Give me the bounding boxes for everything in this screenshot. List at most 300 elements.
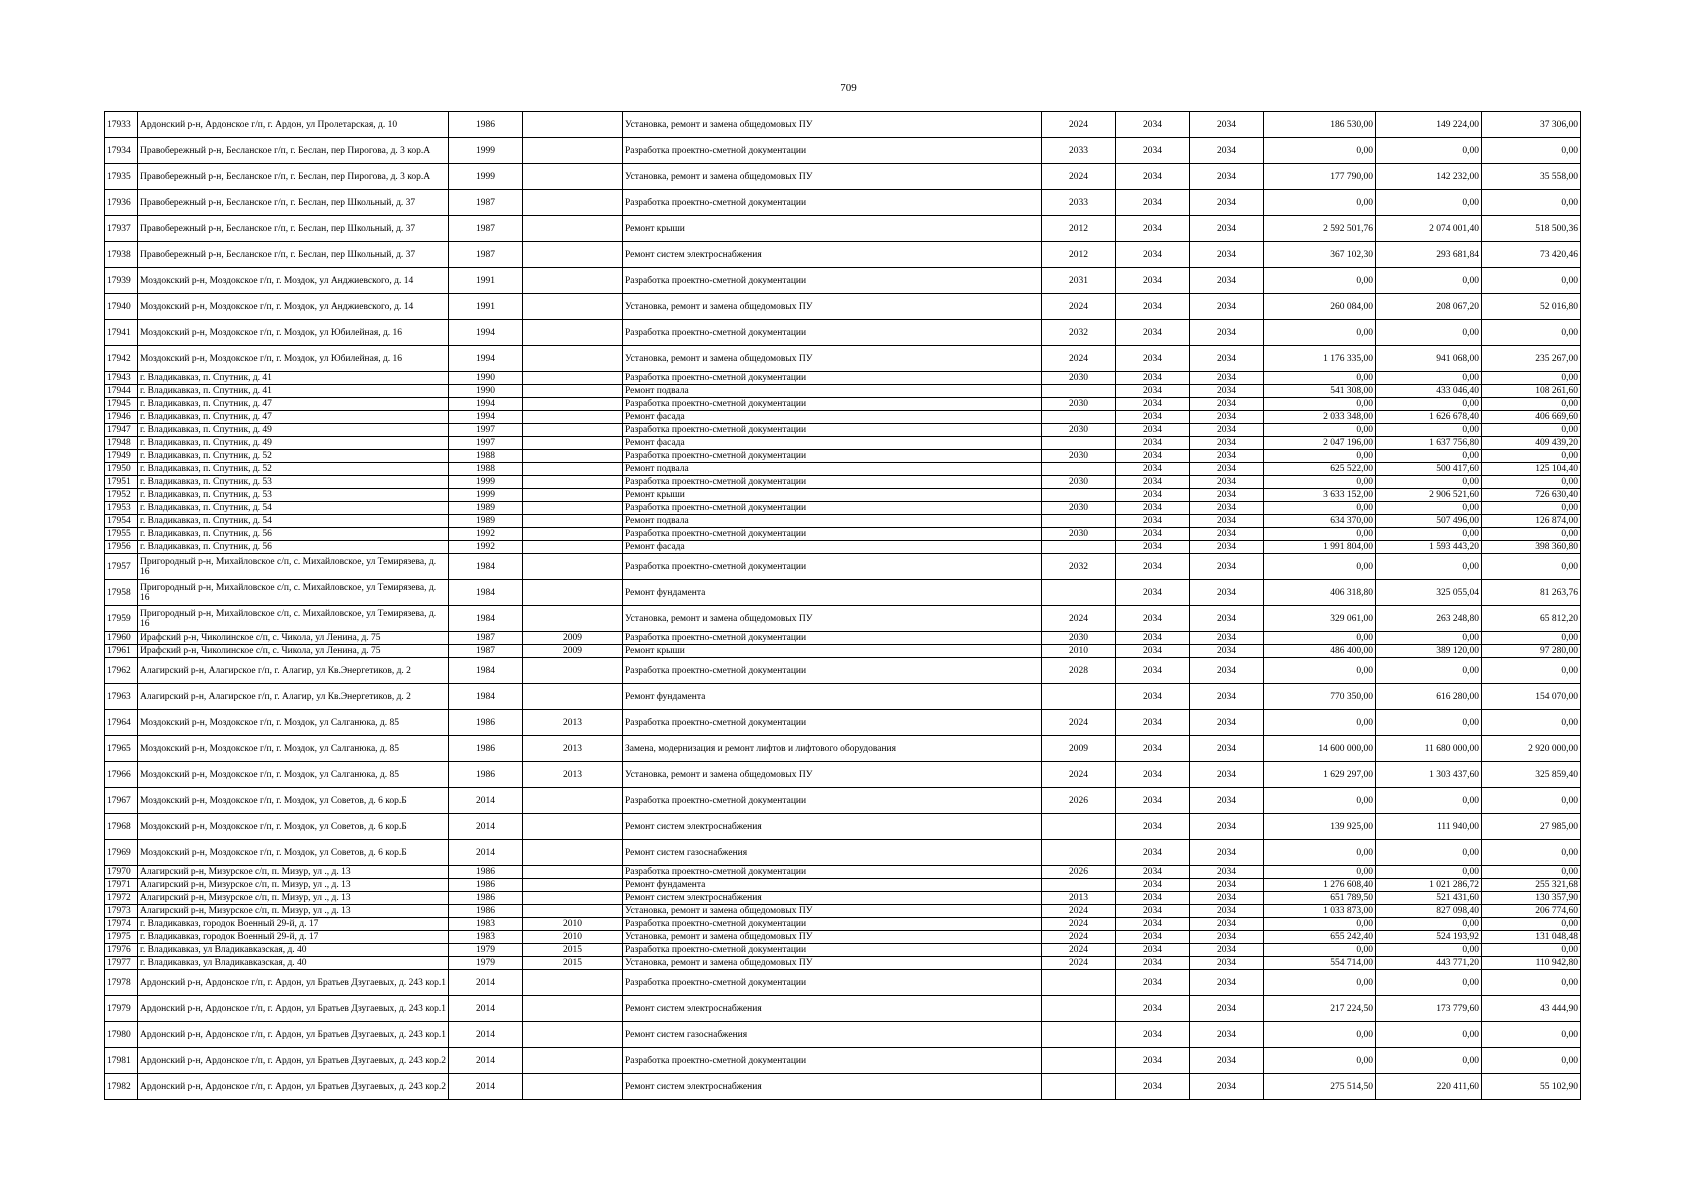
commissioning-year-cell: 1988: [449, 450, 523, 463]
work-type-cell: Разработка проектно-сметной документации: [623, 268, 1042, 294]
table-row: [105, 515, 1581, 528]
last-overhaul-year-cell: [523, 996, 623, 1022]
total-cost-cell: 0,00: [1264, 320, 1376, 346]
address-cell: [138, 879, 449, 892]
table-row: [105, 957, 1581, 970]
address-text: г. Владикавказ, городок Военный 29-й, д. 17: [140, 918, 319, 929]
period-start-cell: 2034: [1116, 931, 1190, 944]
owner-cost-cell: 154 070,00: [1482, 684, 1581, 710]
owner-cost-cell: 406 669,60: [1482, 411, 1581, 424]
address-text: Алагирский р-н, Алагирское г/п, г. Алагир, ул Кв.Энергетиков, д. 2: [140, 691, 411, 702]
fund-cost-cell: 220 411,60: [1376, 1074, 1482, 1100]
period-end-cell: 2034: [1190, 658, 1264, 684]
address-text: Ардонский р-н, Ардонское г/п, г. Ардон, ул Братьев Дзугаевых, д. 243 кор.1: [140, 1029, 446, 1040]
commissioning-year-cell: 1990: [449, 385, 523, 398]
period-start-cell: 2034: [1116, 112, 1190, 138]
work-type-cell: Ремонт подвала: [623, 515, 1042, 528]
last-overhaul-year-cell: [523, 866, 623, 879]
work-type-cell: Ремонт фасада: [623, 411, 1042, 424]
last-overhaul-year-cell: [523, 528, 623, 541]
address-text: г. Владикавказ, п. Спутник, д. 49: [140, 437, 272, 448]
table-row: [105, 970, 1581, 996]
period-start-cell: 2034: [1116, 164, 1190, 190]
total-cost-cell: 177 790,00: [1264, 164, 1376, 190]
period-start-cell: 2034: [1116, 216, 1190, 242]
period-start-cell: 2034: [1116, 736, 1190, 762]
planned-year-cell: 2024: [1042, 905, 1116, 918]
address-text: Ардонский р-н, Ардонское г/п, г. Ардон, ул Братьев Дзугаевых, д. 243 кор.1: [140, 1003, 446, 1014]
address-cell: [138, 970, 449, 996]
planned-year-cell: 2013: [1042, 892, 1116, 905]
planned-year-cell: [1042, 1022, 1116, 1048]
work-type-cell: Установка, ремонт и замена общедомовых ПУ: [623, 294, 1042, 320]
total-cost-cell: 554 714,00: [1264, 957, 1376, 970]
owner-cost-cell: 0,00: [1482, 918, 1581, 931]
period-end-cell: 2034: [1190, 918, 1264, 931]
last-overhaul-year-cell: [523, 658, 623, 684]
work-type-cell: Ремонт фундамента: [623, 879, 1042, 892]
total-cost-cell: 0,00: [1264, 502, 1376, 515]
table-row: [105, 1074, 1581, 1100]
row-number: 17960: [105, 632, 138, 645]
planned-year-cell: [1042, 437, 1116, 450]
row-number: 17980: [105, 1022, 138, 1048]
planned-year-cell: 2024: [1042, 762, 1116, 788]
address-text: г. Владикавказ, п. Спутник, д. 41: [140, 385, 272, 396]
address-cell: [138, 710, 449, 736]
fund-cost-cell: 0,00: [1376, 450, 1482, 463]
period-end-cell: 2034: [1190, 385, 1264, 398]
row-number: 17974: [105, 918, 138, 931]
planned-year-cell: [1042, 1074, 1116, 1100]
period-start-cell: 2034: [1116, 385, 1190, 398]
total-cost-cell: 139 925,00: [1264, 814, 1376, 840]
address-text: Правобережный р-н, Бесланское г/п, г. Беслан, пер Школьный, д. 37: [140, 197, 416, 208]
address-cell: [138, 892, 449, 905]
period-end-cell: 2034: [1190, 580, 1264, 606]
row-number: 17956: [105, 541, 138, 554]
commissioning-year-cell: 1999: [449, 138, 523, 164]
work-type-cell: Ремонт фасада: [623, 437, 1042, 450]
address-text: Пригородный р-н, Михайловское с/п, с. Михайловское, ул Темирязева, д. 16: [140, 556, 437, 577]
row-number: 17962: [105, 658, 138, 684]
row-number: 17950: [105, 463, 138, 476]
address-cell: [138, 502, 449, 515]
table-row: [105, 320, 1581, 346]
table-row: [105, 736, 1581, 762]
address-cell: [138, 164, 449, 190]
address-cell: [138, 684, 449, 710]
address-cell: [138, 489, 449, 502]
address-cell: [138, 1048, 449, 1074]
owner-cost-cell: 409 439,20: [1482, 437, 1581, 450]
fund-cost-cell: 0,00: [1376, 944, 1482, 957]
last-overhaul-year-cell: [523, 437, 623, 450]
address-text: Моздокский р-н, Моздокское г/п, г. Моздок, ул Салганюка, д. 85: [140, 743, 400, 754]
address-text: Ардонский р-н, Ардонское г/п, г. Ардон, ул Братьев Дзугаевых, д. 243 кор.1: [140, 977, 446, 988]
fund-cost-cell: 1 021 286,72: [1376, 879, 1482, 892]
row-number: 17951: [105, 476, 138, 489]
owner-cost-cell: 0,00: [1482, 788, 1581, 814]
row-number: 17958: [105, 580, 138, 606]
address-text: Моздокский р-н, Моздокское г/п, г. Моздок, ул Анджиевского, д. 14: [140, 301, 414, 312]
owner-cost-cell: 125 104,40: [1482, 463, 1581, 476]
work-type-cell: Ремонт систем электроснабжения: [623, 892, 1042, 905]
fund-cost-cell: 263 248,80: [1376, 606, 1482, 632]
planned-year-cell: [1042, 1048, 1116, 1074]
period-end-cell: 2034: [1190, 892, 1264, 905]
period-start-cell: 2034: [1116, 463, 1190, 476]
table-row: [105, 216, 1581, 242]
commissioning-year-cell: 2014: [449, 788, 523, 814]
last-overhaul-year-cell: [523, 515, 623, 528]
total-cost-cell: 0,00: [1264, 268, 1376, 294]
last-overhaul-year-cell: [523, 164, 623, 190]
owner-cost-cell: 52 016,80: [1482, 294, 1581, 320]
period-end-cell: 2034: [1190, 190, 1264, 216]
owner-cost-cell: 65 812,20: [1482, 606, 1581, 632]
fund-cost-cell: 173 779,60: [1376, 996, 1482, 1022]
work-type-cell: Установка, ремонт и замена общедомовых ПУ: [623, 957, 1042, 970]
address-cell: [138, 450, 449, 463]
owner-cost-cell: 0,00: [1482, 190, 1581, 216]
total-cost-cell: 0,00: [1264, 788, 1376, 814]
address-cell: [138, 112, 449, 138]
last-overhaul-year-cell: [523, 216, 623, 242]
address-text: г. Владикавказ, ул Владикавказская, д. 40: [140, 957, 307, 968]
row-number: 17936: [105, 190, 138, 216]
address-text: Моздокский р-н, Моздокское г/п, г. Моздок, ул Салганюка, д. 85: [140, 769, 400, 780]
owner-cost-cell: 0,00: [1482, 450, 1581, 463]
commissioning-year-cell: 1986: [449, 879, 523, 892]
period-end-cell: 2034: [1190, 710, 1264, 736]
total-cost-cell: 217 224,50: [1264, 996, 1376, 1022]
planned-year-cell: [1042, 385, 1116, 398]
total-cost-cell: 655 242,40: [1264, 931, 1376, 944]
row-number: 17935: [105, 164, 138, 190]
owner-cost-cell: 0,00: [1482, 320, 1581, 346]
fund-cost-cell: 11 680 000,00: [1376, 736, 1482, 762]
work-type-cell: Ремонт крыши: [623, 645, 1042, 658]
period-start-cell: 2034: [1116, 892, 1190, 905]
address-cell: [138, 515, 449, 528]
last-overhaul-year-cell: 2013: [523, 710, 623, 736]
planned-year-cell: 2024: [1042, 606, 1116, 632]
owner-cost-cell: 0,00: [1482, 554, 1581, 580]
owner-cost-cell: 43 444,90: [1482, 996, 1581, 1022]
fund-cost-cell: 0,00: [1376, 658, 1482, 684]
address-cell: [138, 476, 449, 489]
period-end-cell: 2034: [1190, 489, 1264, 502]
address-text: Правобережный р-н, Бесланское г/п, г. Беслан, пер Школьный, д. 37: [140, 223, 416, 234]
address-text: Моздокский р-н, Моздокское г/п, г. Моздок, ул Салганюка, д. 85: [140, 717, 400, 728]
fund-cost-cell: 1 303 437,60: [1376, 762, 1482, 788]
work-type-cell: Разработка проектно-сметной документации: [623, 1048, 1042, 1074]
address-text: г. Владикавказ, п. Спутник, д. 52: [140, 450, 272, 461]
total-cost-cell: 0,00: [1264, 944, 1376, 957]
planned-year-cell: 2012: [1042, 216, 1116, 242]
total-cost-cell: 329 061,00: [1264, 606, 1376, 632]
last-overhaul-year-cell: [523, 398, 623, 411]
fund-cost-cell: 521 431,60: [1376, 892, 1482, 905]
row-number: 17957: [105, 554, 138, 580]
total-cost-cell: 14 600 000,00: [1264, 736, 1376, 762]
planned-year-cell: 2030: [1042, 502, 1116, 515]
period-end-cell: 2034: [1190, 879, 1264, 892]
address-cell: [138, 463, 449, 476]
commissioning-year-cell: 1983: [449, 931, 523, 944]
period-end-cell: 2034: [1190, 1074, 1264, 1100]
commissioning-year-cell: 1988: [449, 463, 523, 476]
period-end-cell: 2034: [1190, 346, 1264, 372]
fund-cost-cell: 0,00: [1376, 476, 1482, 489]
row-number: 17937: [105, 216, 138, 242]
address-cell: [138, 190, 449, 216]
row-number: 17952: [105, 489, 138, 502]
row-number: 17948: [105, 437, 138, 450]
planned-year-cell: 2012: [1042, 242, 1116, 268]
last-overhaul-year-cell: [523, 138, 623, 164]
address-text: Моздокский р-н, Моздокское г/п, г. Моздок, ул Юбилейная, д. 16: [140, 353, 403, 364]
period-start-cell: 2034: [1116, 398, 1190, 411]
last-overhaul-year-cell: 2015: [523, 957, 623, 970]
address-cell: [138, 1022, 449, 1048]
table-row: [105, 528, 1581, 541]
commissioning-year-cell: 2014: [449, 996, 523, 1022]
address-cell: [138, 216, 449, 242]
work-type-cell: Установка, ремонт и замена общедомовых ПУ: [623, 931, 1042, 944]
fund-cost-cell: 142 232,00: [1376, 164, 1482, 190]
total-cost-cell: 0,00: [1264, 554, 1376, 580]
total-cost-cell: 1 276 608,40: [1264, 879, 1376, 892]
address-text: г. Владикавказ, п. Спутник, д. 41: [140, 372, 272, 383]
period-start-cell: 2034: [1116, 645, 1190, 658]
period-end-cell: 2034: [1190, 138, 1264, 164]
period-end-cell: 2034: [1190, 320, 1264, 346]
fund-cost-cell: 208 067,20: [1376, 294, 1482, 320]
period-end-cell: 2034: [1190, 515, 1264, 528]
address-text: Моздокский р-н, Моздокское г/п, г. Моздок, ул Анджиевского, д. 14: [140, 275, 414, 286]
owner-cost-cell: 0,00: [1482, 476, 1581, 489]
row-number: 17945: [105, 398, 138, 411]
period-start-cell: 2034: [1116, 814, 1190, 840]
period-start-cell: 2034: [1116, 905, 1190, 918]
row-number: 17975: [105, 931, 138, 944]
address-cell: [138, 918, 449, 931]
address-text: Правобережный р-н, Бесланское г/п, г. Беслан, пер Пирогова, д. 3 кор.А: [140, 171, 431, 182]
owner-cost-cell: 0,00: [1482, 710, 1581, 736]
address-text: г. Владикавказ, п. Спутник, д. 54: [140, 502, 272, 513]
total-cost-cell: 3 633 152,00: [1264, 489, 1376, 502]
last-overhaul-year-cell: 2010: [523, 931, 623, 944]
owner-cost-cell: 0,00: [1482, 1022, 1581, 1048]
total-cost-cell: 0,00: [1264, 138, 1376, 164]
address-text: Ирафский р-н, Чиколинское с/п, с. Чикола, ул Ленина, д. 75: [140, 645, 381, 656]
period-start-cell: 2034: [1116, 918, 1190, 931]
commissioning-year-cell: 1984: [449, 684, 523, 710]
period-start-cell: 2034: [1116, 502, 1190, 515]
address-cell: [138, 866, 449, 879]
total-cost-cell: 186 530,00: [1264, 112, 1376, 138]
fund-cost-cell: 0,00: [1376, 398, 1482, 411]
row-number: 17963: [105, 684, 138, 710]
last-overhaul-year-cell: [523, 424, 623, 437]
last-overhaul-year-cell: [523, 1074, 623, 1100]
period-end-cell: 2034: [1190, 944, 1264, 957]
work-type-cell: Ремонт подвала: [623, 463, 1042, 476]
total-cost-cell: 0,00: [1264, 840, 1376, 866]
owner-cost-cell: 55 102,90: [1482, 1074, 1581, 1100]
period-start-cell: 2034: [1116, 242, 1190, 268]
owner-cost-cell: 0,00: [1482, 502, 1581, 515]
owner-cost-cell: 0,00: [1482, 528, 1581, 541]
total-cost-cell: 0,00: [1264, 190, 1376, 216]
work-type-cell: Ремонт фундамента: [623, 684, 1042, 710]
period-start-cell: 2034: [1116, 346, 1190, 372]
work-type-cell: Разработка проектно-сметной документации: [623, 320, 1042, 346]
table-row: [105, 658, 1581, 684]
last-overhaul-year-cell: [523, 1022, 623, 1048]
commissioning-year-cell: 2014: [449, 1048, 523, 1074]
fund-cost-cell: 2 074 001,40: [1376, 216, 1482, 242]
planned-year-cell: 2030: [1042, 424, 1116, 437]
address-cell: [138, 242, 449, 268]
table-row: [105, 268, 1581, 294]
commissioning-year-cell: 1986: [449, 762, 523, 788]
planned-year-cell: 2032: [1042, 554, 1116, 580]
fund-cost-cell: 2 906 521,60: [1376, 489, 1482, 502]
period-start-cell: 2034: [1116, 788, 1190, 814]
row-number: 17949: [105, 450, 138, 463]
address-cell: [138, 554, 449, 580]
row-number: 17947: [105, 424, 138, 437]
commissioning-year-cell: 1979: [449, 944, 523, 957]
period-start-cell: 2034: [1116, 866, 1190, 879]
commissioning-year-cell: 2014: [449, 970, 523, 996]
work-type-cell: Разработка проектно-сметной документации: [623, 190, 1042, 216]
owner-cost-cell: 0,00: [1482, 1048, 1581, 1074]
work-type-cell: Ремонт фундамента: [623, 580, 1042, 606]
commissioning-year-cell: 1986: [449, 710, 523, 736]
address-cell: [138, 580, 449, 606]
planned-year-cell: 2024: [1042, 112, 1116, 138]
total-cost-cell: 275 514,50: [1264, 1074, 1376, 1100]
last-overhaul-year-cell: [523, 242, 623, 268]
commissioning-year-cell: 1994: [449, 346, 523, 372]
last-overhaul-year-cell: [523, 320, 623, 346]
commissioning-year-cell: 1994: [449, 411, 523, 424]
total-cost-cell: 0,00: [1264, 632, 1376, 645]
last-overhaul-year-cell: 2010: [523, 918, 623, 931]
table-row: [105, 918, 1581, 931]
address-cell: [138, 814, 449, 840]
row-number: 17961: [105, 645, 138, 658]
table-row: [105, 996, 1581, 1022]
address-cell: [138, 138, 449, 164]
planned-year-cell: 2024: [1042, 957, 1116, 970]
total-cost-cell: 2 592 501,76: [1264, 216, 1376, 242]
address-text: Правобережный р-н, Бесланское г/п, г. Беслан, пер Школьный, д. 37: [140, 249, 416, 260]
row-number: 17939: [105, 268, 138, 294]
period-end-cell: 2034: [1190, 606, 1264, 632]
commissioning-year-cell: 2014: [449, 840, 523, 866]
total-cost-cell: 406 318,80: [1264, 580, 1376, 606]
table-row: [105, 892, 1581, 905]
address-cell: [138, 658, 449, 684]
table-row: [105, 632, 1581, 645]
fund-cost-cell: 0,00: [1376, 502, 1482, 515]
period-start-cell: 2034: [1116, 684, 1190, 710]
period-end-cell: 2034: [1190, 294, 1264, 320]
last-overhaul-year-cell: [523, 190, 623, 216]
table-row: [105, 489, 1581, 502]
fund-cost-cell: 443 771,20: [1376, 957, 1482, 970]
total-cost-cell: 634 370,00: [1264, 515, 1376, 528]
period-end-cell: 2034: [1190, 996, 1264, 1022]
planned-year-cell: 2024: [1042, 931, 1116, 944]
fund-cost-cell: 293 681,84: [1376, 242, 1482, 268]
address-text: Ирафский р-н, Чиколинское с/п, с. Чикола, ул Ленина, д. 75: [140, 632, 381, 643]
address-text: Алагирский р-н, Мизурское с/п, п. Мизур, ул ., д. 13: [140, 879, 351, 890]
fund-cost-cell: 0,00: [1376, 268, 1482, 294]
period-end-cell: 2034: [1190, 762, 1264, 788]
planned-year-cell: [1042, 515, 1116, 528]
table-row: [105, 840, 1581, 866]
work-type-cell: Ремонт крыши: [623, 489, 1042, 502]
owner-cost-cell: 0,00: [1482, 944, 1581, 957]
planned-year-cell: 2024: [1042, 346, 1116, 372]
period-end-cell: 2034: [1190, 970, 1264, 996]
last-overhaul-year-cell: [523, 1048, 623, 1074]
address-cell: [138, 320, 449, 346]
work-type-cell: Разработка проектно-сметной документации: [623, 502, 1042, 515]
period-end-cell: 2034: [1190, 931, 1264, 944]
row-number: 17944: [105, 385, 138, 398]
planned-year-cell: 2030: [1042, 398, 1116, 411]
table-row: [105, 450, 1581, 463]
table-body: [105, 112, 1581, 1100]
fund-cost-cell: 507 496,00: [1376, 515, 1482, 528]
row-number: 17954: [105, 515, 138, 528]
last-overhaul-year-cell: [523, 450, 623, 463]
planned-year-cell: [1042, 463, 1116, 476]
row-number: 17942: [105, 346, 138, 372]
address-cell: [138, 528, 449, 541]
row-number: 17940: [105, 294, 138, 320]
fund-cost-cell: 0,00: [1376, 320, 1482, 346]
work-type-cell: Разработка проектно-сметной документации: [623, 554, 1042, 580]
owner-cost-cell: 325 859,40: [1482, 762, 1581, 788]
last-overhaul-year-cell: [523, 294, 623, 320]
fund-cost-cell: 0,00: [1376, 528, 1482, 541]
table-row: [105, 476, 1581, 489]
address-cell: [138, 372, 449, 385]
fund-cost-cell: 149 224,00: [1376, 112, 1482, 138]
address-cell: [138, 632, 449, 645]
total-cost-cell: 0,00: [1264, 1048, 1376, 1074]
work-type-cell: Установка, ремонт и замена общедомовых ПУ: [623, 164, 1042, 190]
commissioning-year-cell: 1987: [449, 242, 523, 268]
period-end-cell: 2034: [1190, 112, 1264, 138]
last-overhaul-year-cell: [523, 788, 623, 814]
commissioning-year-cell: 1979: [449, 957, 523, 970]
address-cell: [138, 541, 449, 554]
planned-year-cell: [1042, 580, 1116, 606]
period-start-cell: 2034: [1116, 606, 1190, 632]
work-type-cell: Ремонт систем газоснабжения: [623, 1022, 1042, 1048]
period-end-cell: 2034: [1190, 814, 1264, 840]
commissioning-year-cell: 1990: [449, 372, 523, 385]
